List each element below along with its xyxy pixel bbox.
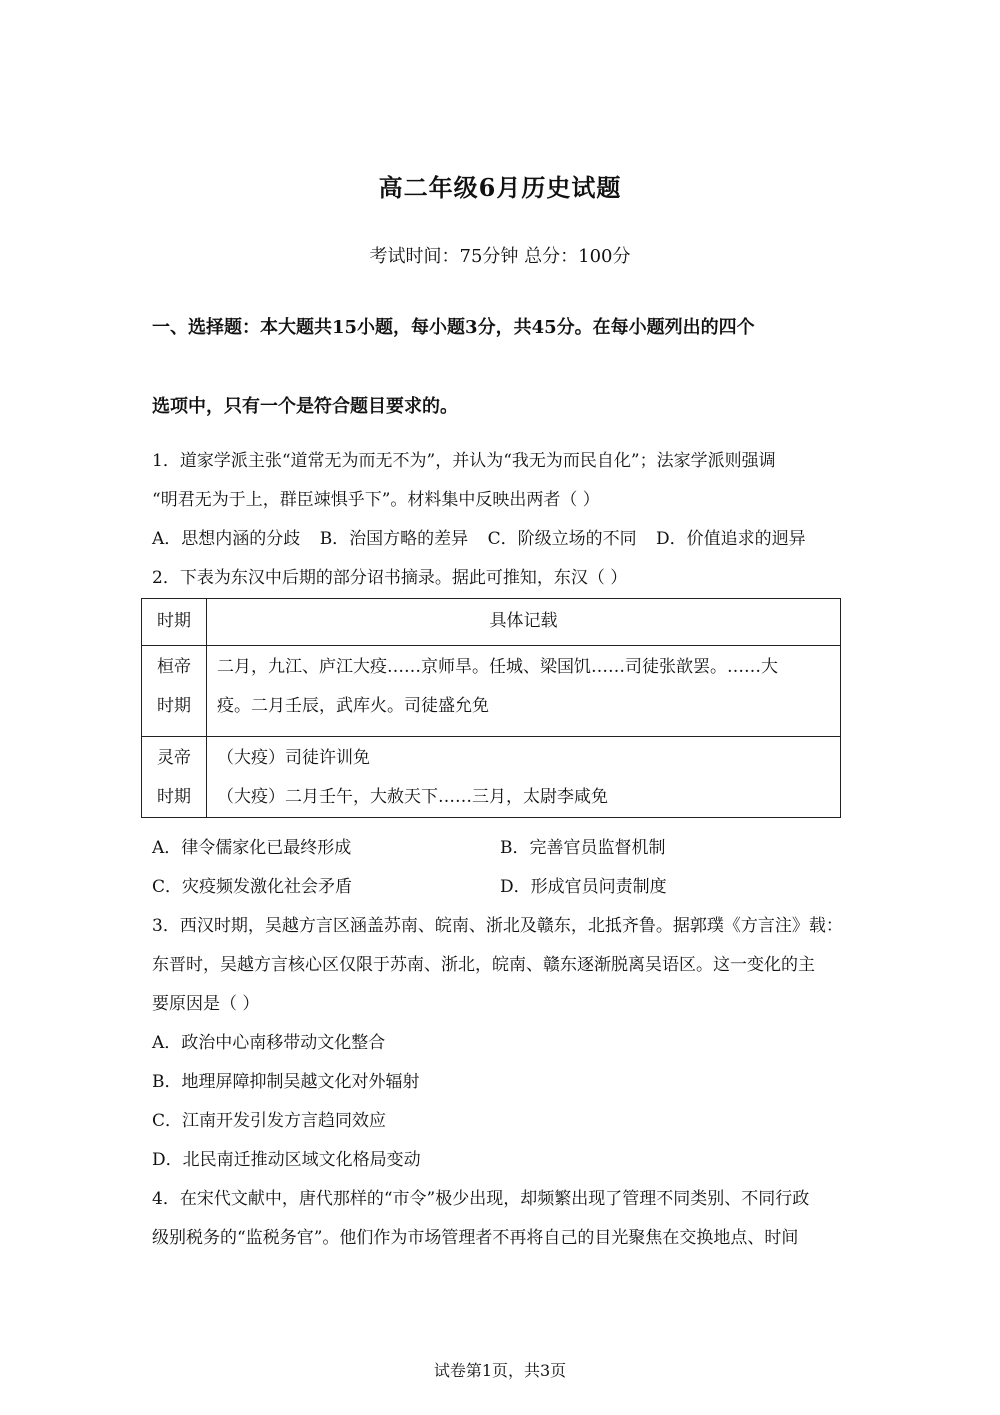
q3-option-c[interactable]: C．江南开发引发方言趋同效应 (152, 1111, 387, 1131)
period-text: 时期 (157, 696, 191, 716)
q3-stem-line-3: 要原因是（ ） (152, 994, 260, 1014)
q3-stem-line-2: 东晋时，吴越方言核心区仅限于苏南、浙北，皖南、赣东逐渐脱离吴语区。这一变化的主 (152, 955, 815, 975)
q2-option-c[interactable]: C．灾疫频发激化社会矛盾 (152, 877, 353, 897)
exam-info: 考试时间：75分钟 总分：100分 (369, 246, 631, 267)
q4-stem-line-1: 4．在宋代文献中，唐代那样的“市令”极少出现，却频繁出现了管理不同类别、不同行政 (152, 1189, 810, 1209)
table-header-period: 时期 (142, 599, 207, 646)
q3-stem-line-1: 3．西汉时期，吴越方言区涵盖苏南、皖南、浙北及赣东，北抵齐鲁。据郭璞《方言注》载： (152, 916, 843, 936)
q1-stem-line-2: “明君无为于上，群臣竦惧乎下”。材料集中反映出两者（ ） (152, 490, 600, 510)
section-heading-line-2: 选项中，只有一个是符合题目要求的。 (152, 396, 458, 417)
table-header-detail: 具体记载 (207, 599, 841, 646)
q2-option-b[interactable]: B．完善官员监督机制 (500, 838, 666, 858)
table-cell-period (142, 737, 207, 818)
q2-option-d[interactable]: D．形成官员问责制度 (500, 877, 667, 897)
period-text: 灵帝 (157, 748, 191, 768)
period-text: 桓帝 (157, 657, 191, 677)
q2-option-a[interactable]: A．律令儒家化已最终形成 (152, 838, 352, 858)
q2-stem: 2．下表为东汉中后期的部分诏书摘录。据此可推知，东汉（ ） (152, 568, 628, 588)
page-title: 高二年级6月历史试题 (378, 173, 622, 202)
table-cell-period (142, 646, 207, 737)
table-cell-detail (207, 646, 841, 737)
table-row (142, 737, 841, 818)
table-row (142, 646, 841, 737)
q3-option-a[interactable]: A．政治中心南移带动文化整合 (152, 1033, 386, 1053)
section-heading-line-1: 一、选择题：本大题共15小题，每小题3分，共45分。在每小题列出的四个 (152, 317, 755, 338)
period-text: 时期 (157, 787, 191, 807)
q1-option-c[interactable]: C．阶级立场的不同 (487, 529, 637, 549)
q1-option-a[interactable]: A．思想内涵的分歧 (152, 529, 301, 549)
detail-text: （大疫）司徒许训免 (217, 748, 370, 768)
q1-option-d[interactable]: D．价值追求的迥异 (656, 529, 806, 549)
q3-option-d[interactable]: D．北民南迁推动区域文化格局变动 (152, 1150, 421, 1170)
table-cell-detail (207, 737, 841, 818)
detail-text: 疫。二月壬辰，武库火。司徒盛允免 (217, 696, 489, 716)
q3-option-b[interactable]: B．地理屏障抑制吴越文化对外辐射 (152, 1072, 420, 1092)
page-footer: 试卷第1页，共3页 (433, 1361, 567, 1380)
detail-text: （大疫）二月壬午，大赦天下……三月，太尉李咸免 (217, 787, 608, 807)
q1-option-b[interactable]: B．治国方略的差异 (319, 529, 469, 549)
q1-stem-line-1: 1．道家学派主张“道常无为而无不为”，并认为“我无为而民自化”；法家学派则强调 (152, 451, 776, 471)
detail-text: 二月，九江、庐江大疫……京师旱。任城、梁国饥……司徒张歆罢。……大 (217, 657, 778, 677)
q4-stem-line-2: 级别税务的“监税务官”。他们作为市场管理者不再将自己的目光聚焦在交换地点、时间 (152, 1228, 799, 1248)
table-header-row (142, 599, 841, 646)
edict-table (141, 598, 841, 818)
q1-options (152, 524, 852, 549)
